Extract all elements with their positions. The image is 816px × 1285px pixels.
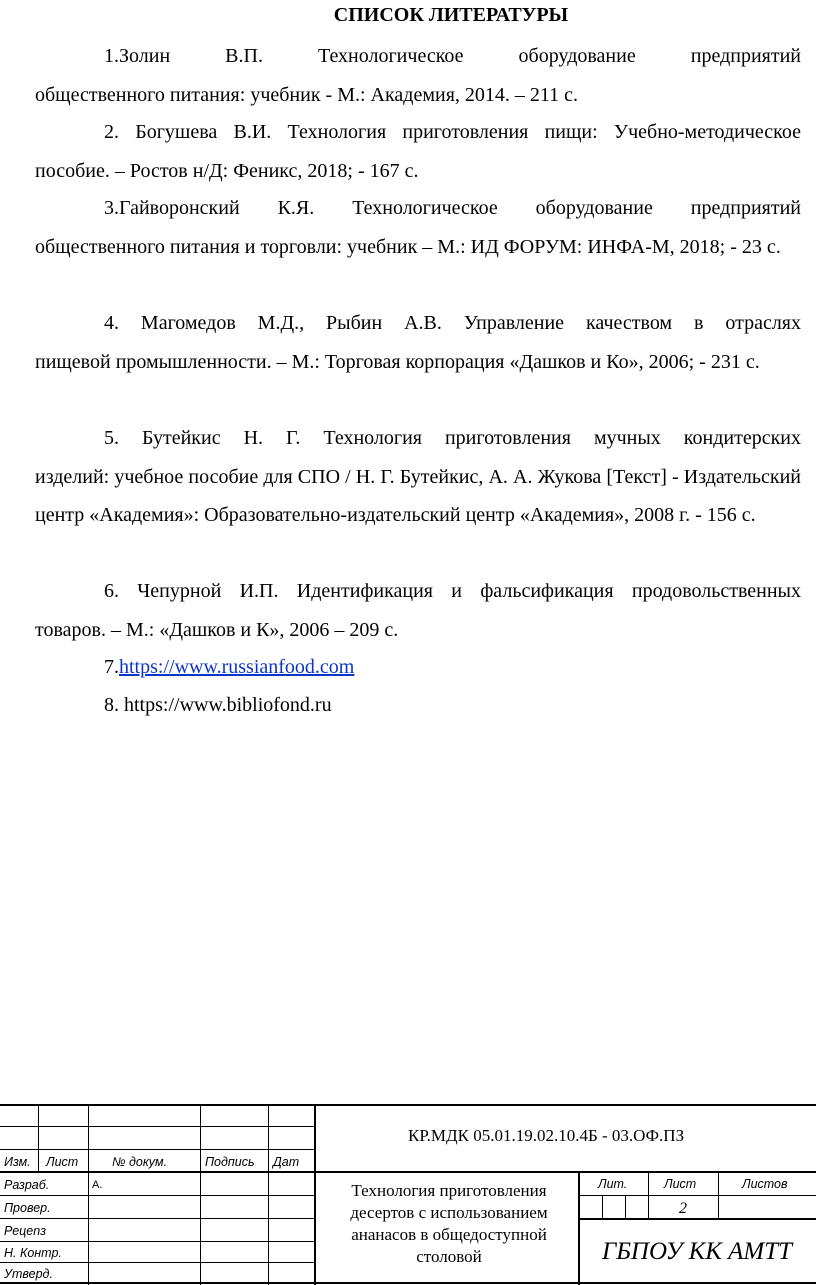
reference-continuation: общественного питания: учебник - М.: Академия, 2014. – 211 с. <box>35 83 579 106</box>
document-code: КР.МДК 05.01.19.02.10.4Б - 03.ОФ.ПЗ <box>408 1126 685 1145</box>
reference-item-2 <box>35 113 801 190</box>
title-block <box>0 1104 816 1285</box>
organization-name: ГБПОУ КК АМТТ <box>601 1238 793 1265</box>
developer-name: А. <box>92 1179 103 1191</box>
reference-item-1 <box>35 37 801 114</box>
reference-continuation: пособие. – Ростов н/Д: Феникс, 2018; - 167 с. <box>35 159 419 182</box>
label-checked: Провер. <box>4 1201 51 1215</box>
reference-line <box>35 648 801 687</box>
reference-continuation: пищевой промышленности. – М.: Торговая корпорация «Дашков и Ко», 2006; - 231 с. <box>35 350 760 373</box>
reference-item-5 <box>35 419 801 535</box>
reference-line: 4. Магомедов М.Д., Рыбин А.В. Управление качеством в отраслях <box>104 312 801 334</box>
label-sheets: Листов <box>742 1177 788 1191</box>
page-title: СПИСОК ЛИТЕРАТУРЫ <box>333 4 569 26</box>
reference-item-3 <box>35 189 801 266</box>
reference-number: 7. <box>104 656 119 678</box>
reference-line: 2. Богушева В.И. Технология приготовления пищи: Учебно-методическое <box>104 121 801 143</box>
reference-item-4 <box>35 304 801 381</box>
reference-line: 3.Гайворонский К.Я. Технологическое оборудование предприятий <box>104 197 801 219</box>
label-developed: Разраб. <box>4 1178 50 1192</box>
label-norm-control: Н. Контр. <box>4 1246 62 1260</box>
label-date: Дат <box>273 1155 300 1169</box>
label-izm: Изм. <box>4 1155 31 1169</box>
label-reviewer: Рецenз <box>4 1224 47 1238</box>
sheet-number: 2 <box>679 1200 687 1217</box>
reference-item-6 <box>35 572 801 649</box>
reference-line: 1.Золин В.П. Технологическое оборудование предприятий <box>104 45 801 67</box>
reference-line: 8. https://www.bibliofond.ru <box>104 694 332 716</box>
russianfood-link[interactable]: https://www.russianfood.com <box>119 656 355 678</box>
reference-item-8 <box>35 686 801 725</box>
reference-line: 5. Бутейкис Н. Г. Технология приготовления мучных кондитерских <box>104 427 801 449</box>
reference-continuation: общественного питания и торговли: учебник – М.: ИД ФОРУМ: ИНФА-М, 2018; - 23 с. <box>35 235 781 258</box>
label-approved: Утверд. <box>4 1267 53 1281</box>
reference-line: 6. Чепурной И.П. Идентификация и фальсификация продовольственных <box>104 580 801 602</box>
label-lit: Лит. <box>598 1177 628 1191</box>
label-doc-number: № докум. <box>112 1155 168 1169</box>
reference-continuation: товаров. – М.: «Дашков и К», 2006 – 209 с. <box>35 618 399 641</box>
label-sheet: Лист <box>664 1177 697 1191</box>
label-list: Лист <box>46 1155 79 1169</box>
reference-item-7 <box>35 648 801 687</box>
label-signature: Подпись <box>205 1155 255 1169</box>
reference-continuation: изделий: учебное пособие для СПО / Н. Г. Бутейкис, А. А. Жукова [Текст] - Издательский центр «Академия»: Образовательно-издательский центр «Академия», 2008 г. - 156 с. <box>35 465 801 526</box>
document-title: Технология приготовления десертов с использованием ананасов в общедоступной столовой <box>350 1181 548 1266</box>
